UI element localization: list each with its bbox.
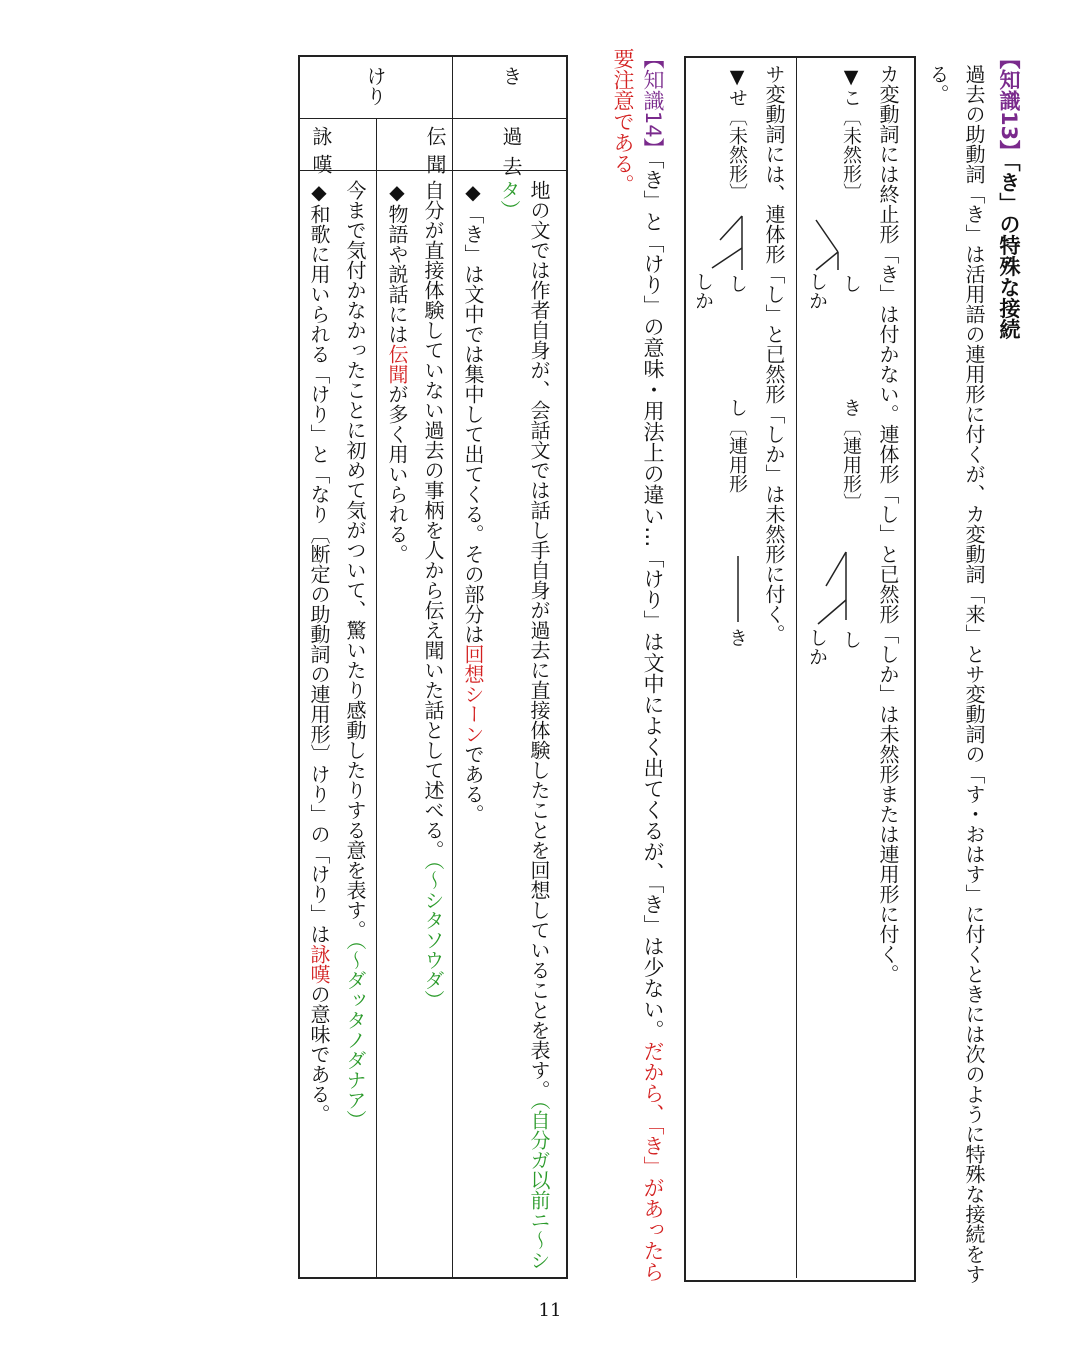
- sa-renyo-ki: き: [726, 628, 748, 647]
- table-keri-divider: [376, 118, 377, 1279]
- ka-rule: カ変動詞には終止形「き」は付かない。連体形「し」と已然形「しか」は未然形または連用形に付く。: [876, 64, 900, 984]
- section14-bracket-close: 】: [641, 137, 665, 159]
- keri-denbun-note: [382, 180, 412, 1270]
- keri-eitan-note-red: 詠嘆: [307, 944, 331, 984]
- ka-renyo-connector-c: [818, 600, 846, 624]
- keri-eitan-note-b: の意味である。: [307, 984, 331, 1124]
- ka-mizen-label: ▼こ〔未然形〕: [840, 66, 862, 202]
- ki-note-a: ◆「き」は文中では集中して出てくる。その部分は: [461, 180, 485, 644]
- sa-rule: サ変動詞には、連体形「し」と已然形「しか」は未然形に付く。: [762, 64, 786, 644]
- keri-denbun-text: 自分が直接体験していない過去の事柄を人から伝え聞いた話として述べる。: [421, 180, 445, 860]
- keri-eitan-explanation: [340, 180, 370, 1270]
- keri-denbun-gloss: （～シタソウダ）: [421, 860, 445, 1010]
- ki-explanation-text: 地の文では作者自身が、会話文では話し手自身が過去に直接体験したことを回想していることを表す。: [527, 180, 551, 1100]
- keri-denbun-note-red: 伝聞: [385, 344, 409, 384]
- section14-bracket-open: 【: [641, 48, 665, 69]
- sa-connector-c: [712, 248, 742, 268]
- ka-mizen-shika: しか: [806, 272, 828, 310]
- ka-connector-shi: [816, 220, 838, 252]
- ka-renyo-shika: しか: [806, 628, 828, 666]
- ka-connector-shika: [816, 252, 838, 270]
- sa-mizen-label: ▼せ〔未然形〕: [726, 66, 748, 202]
- ka-renyo-connector-a: [826, 552, 846, 586]
- ki-explanation: [494, 180, 554, 1270]
- keri-eitan-note-a: ◆和歌に用いられる「けり」と「なり〔断定の助動詞の連用形〕けり」の「けり」は: [307, 180, 331, 944]
- page-number: 11: [538, 1300, 562, 1321]
- section14-text: 「き」と「けり」の意味・用法上の違い…「けり」は文中によく出てくるが、「き」は少ない。: [641, 158, 665, 1041]
- sa-mizen-shi: し: [726, 274, 748, 293]
- section13-title: 「き」の特殊な接続: [997, 161, 1021, 340]
- table-header-keri: けり: [363, 66, 387, 106]
- meaning-kako: 過去: [499, 126, 523, 186]
- ka-renyo-shi: し: [840, 630, 862, 649]
- keri-eitan-gloss: （～ダッタノダナア）: [343, 940, 367, 1130]
- ki-explanation-gloss: （自分ガ以前ニ～シタ）: [497, 180, 551, 1270]
- section13-intro: 過去の助動詞「き」は活用語の連用形に付くが、カ変動詞「来」とサ変動詞の「す・おはす」に付くときには次のように特殊な接続をする。: [926, 64, 986, 1284]
- ki-note: [458, 180, 488, 1270]
- sa-mizen-shika: しか: [692, 272, 714, 310]
- sa-connector-a: [720, 216, 742, 240]
- ki-note-b: である。: [461, 744, 485, 824]
- section13-bracket-open: 【: [997, 48, 1021, 69]
- section13-label: 知識13: [997, 69, 1021, 141]
- section13-bracket-close: 】: [997, 140, 1021, 162]
- keri-denbun-note-a: ◆物語や説話には: [385, 180, 409, 344]
- keri-denbun-explanation: [418, 180, 448, 1270]
- keri-eitan-note: [304, 180, 334, 1270]
- ki-note-red: 回想シーン: [461, 644, 485, 744]
- meaning-eitan: 詠嘆: [309, 126, 333, 182]
- keri-eitan-text: 今まで気付かなかったことに初めて気がついて、驚いたり感動したりする意を表す。: [343, 180, 367, 940]
- table-row-divider: [452, 55, 453, 1279]
- table-header-ki: き: [499, 66, 523, 86]
- table-header-divider: [298, 118, 568, 119]
- section14-warning: だから、「き」があったら要注意である。: [611, 48, 665, 1283]
- meaning-denbun: 伝聞: [423, 126, 447, 182]
- ka-renyo-label: き〔連用形〕: [840, 398, 862, 512]
- ka-mizen-shi: し: [840, 274, 862, 293]
- section14-label: 知識14: [641, 69, 665, 138]
- keri-denbun-note-b: が多く用いられる。: [385, 384, 409, 564]
- sa-renyo-label: し〔連用形: [726, 398, 748, 493]
- section14-heading: [608, 48, 668, 1298]
